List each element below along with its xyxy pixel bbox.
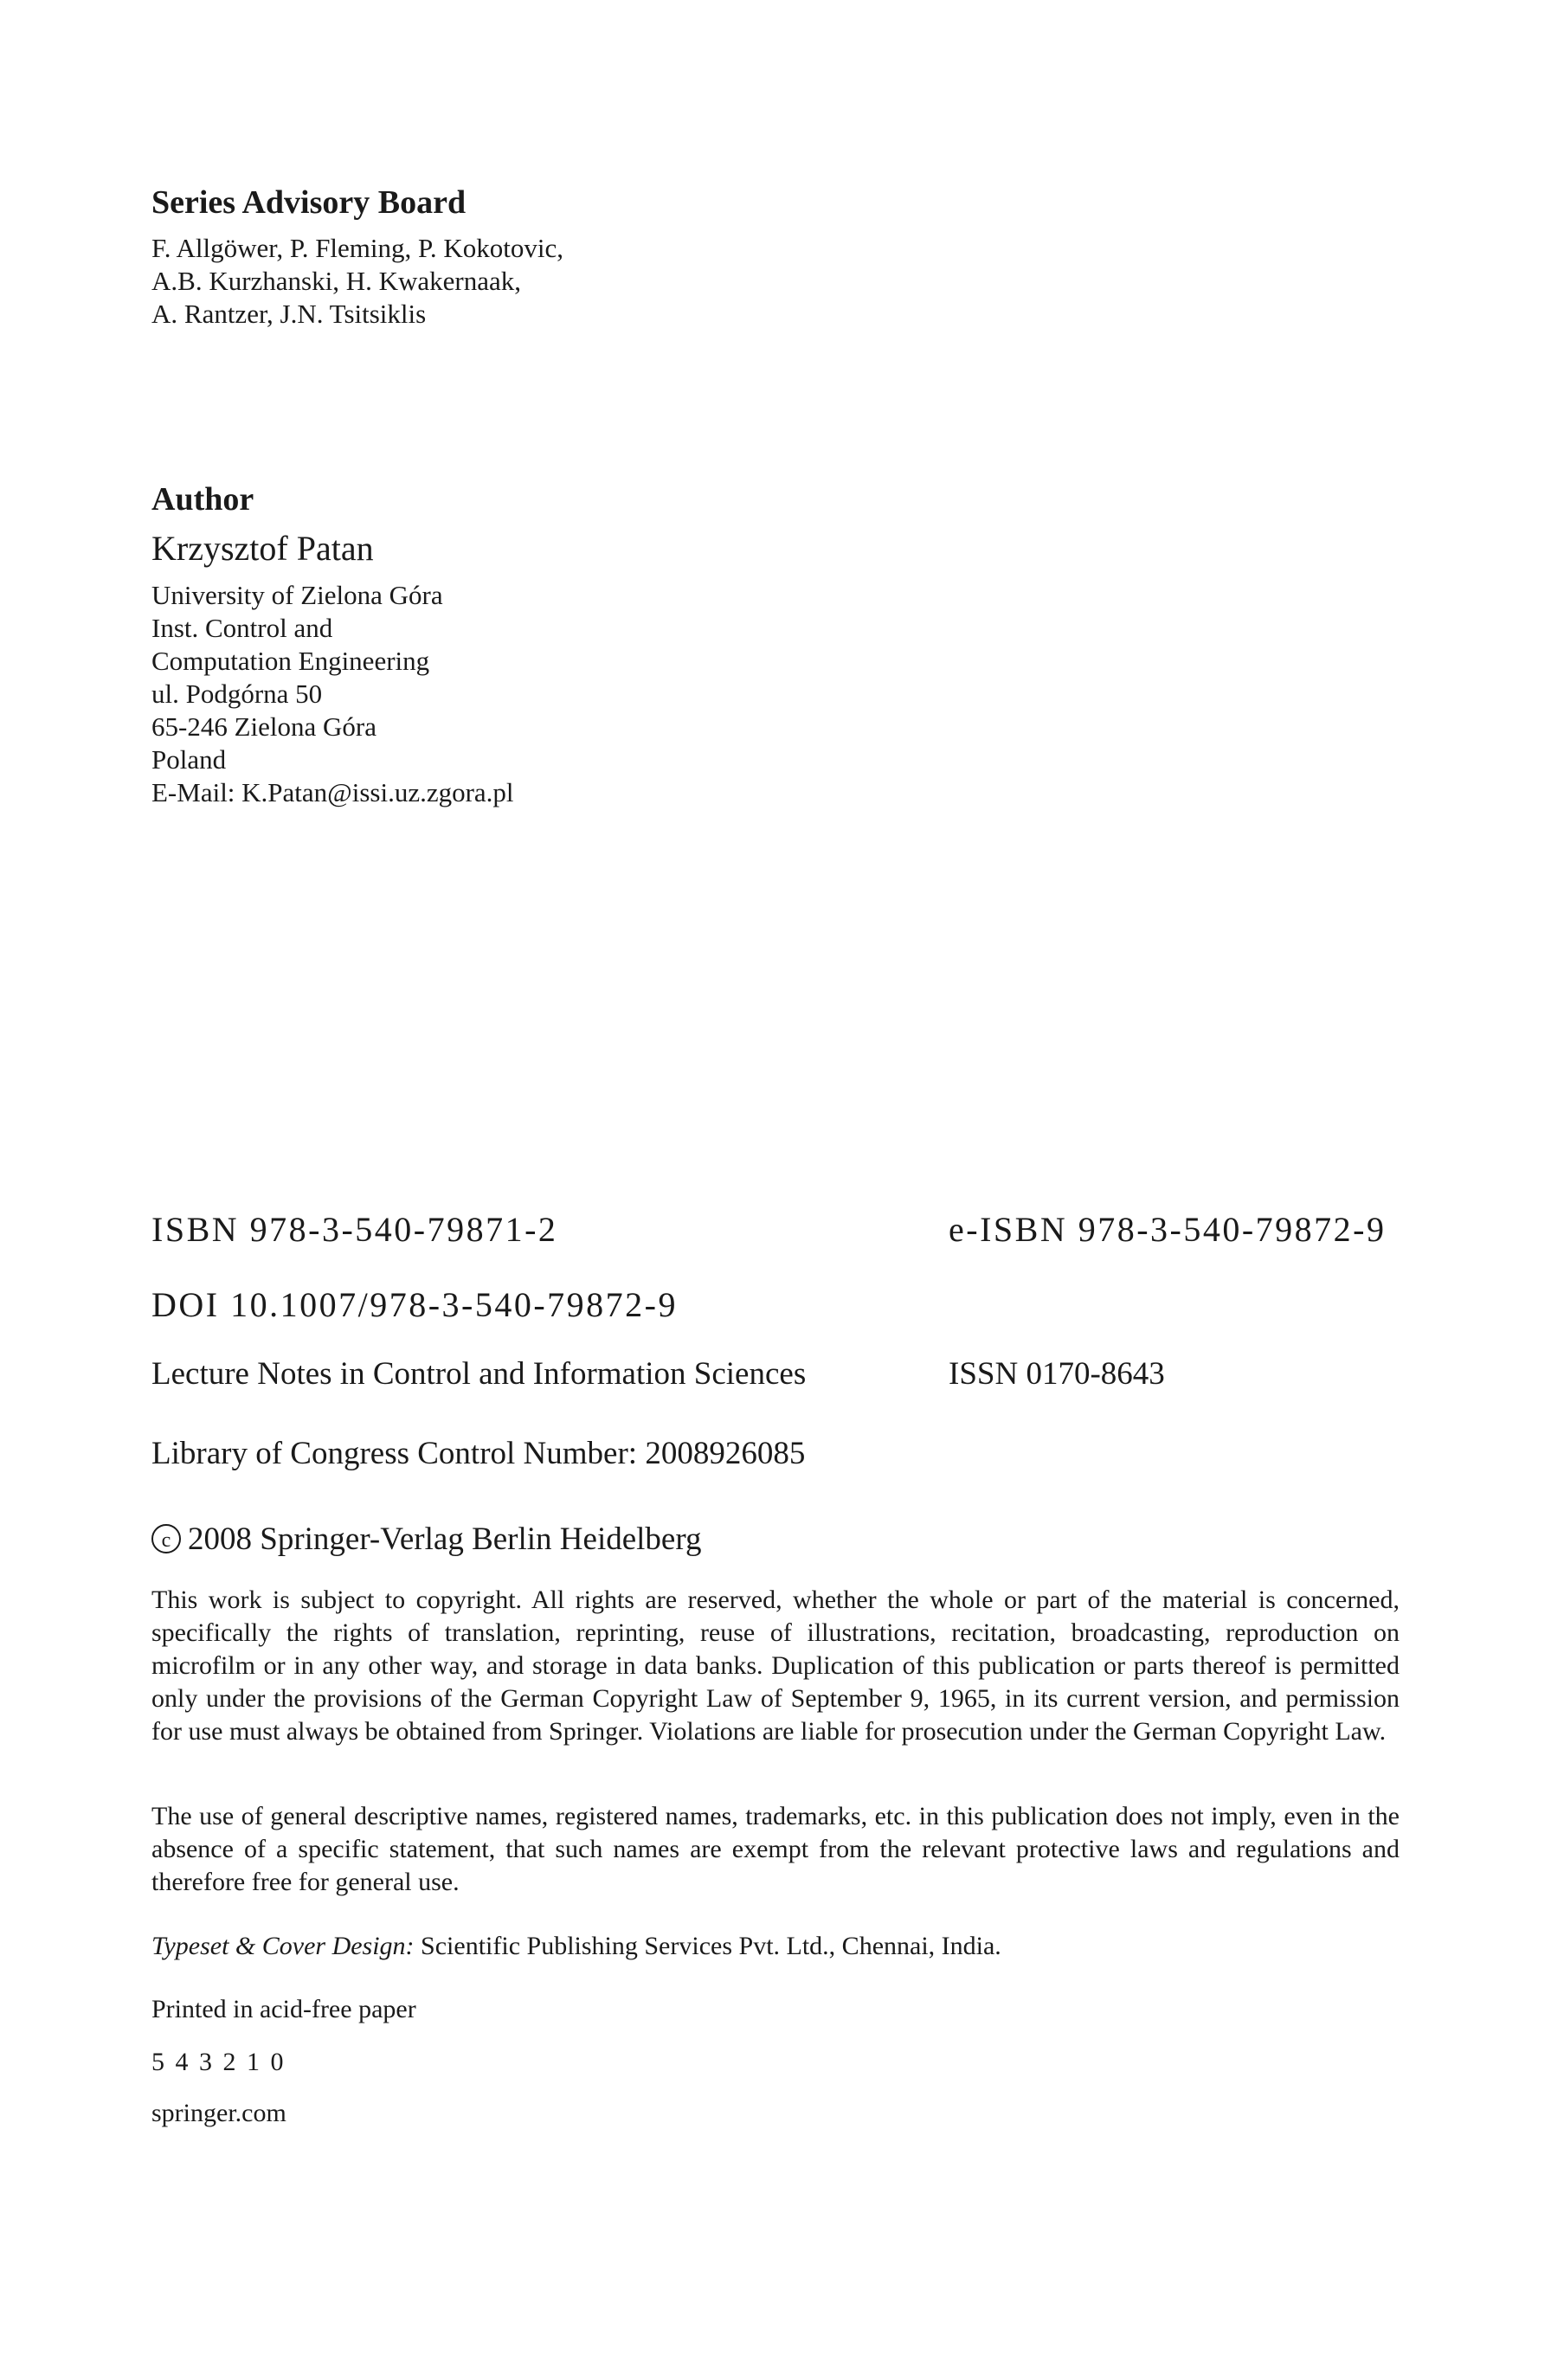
typeset-value: Scientific Publishing Services Pvt. Ltd., Chennai, India. — [421, 1932, 1001, 1960]
author-email: E-Mail: K.Patan@issi.uz.zgora.pl — [151, 777, 514, 807]
trademark-paragraph: The use of general descriptive names, registered names, trademarks, etc. in this publication does not imply, even in the absence of a specific statement, that such names are exempt from the relevant protective laws and regulations and therefore free for general use. — [151, 1802, 1400, 1896]
copyright-icon: c — [151, 1524, 181, 1553]
advisory-board-line: A.B. Kurzhanski, H. Kwakernaak, — [151, 266, 521, 296]
printed-note: Printed in acid-free paper — [151, 1995, 416, 2023]
address-line: Computation Engineering — [151, 646, 430, 676]
advisory-board-heading: Series Advisory Board — [151, 184, 467, 221]
advisory-board-line: A. Rantzer, J.N. Tsitsiklis — [151, 299, 427, 329]
copyright-paragraph: This work is subject to copyright. All rights are reserved, whether the whole or part of the material is concerned, specifically the rights of translation, reprinting, reuse of illustrations, recitation, broadcasting, reproduction on microfilm or in any other way, and storage in data banks. Duplication of this publication or parts thereof is permitted only under the provisions of the German Copyright Law of September 9, 1965, in its current version, and permission for use must always be obtained from Springer. Violations are liable for prosecution under the German Copyright Law. — [151, 1586, 1400, 1746]
issn: ISSN 0170-8643 — [949, 1356, 1165, 1392]
eisbn: e-ISBN 978-3-540-79872-9 — [949, 1210, 1387, 1249]
doi: DOI 10.1007/978-3-540-79872-9 — [151, 1285, 678, 1324]
typeset-line — [151, 1932, 1001, 1961]
print-line: 5 4 3 2 1 0 — [151, 2048, 286, 2076]
address-line: ul. Podgórna 50 — [151, 679, 323, 709]
isbn: ISBN 978-3-540-79871-2 — [151, 1210, 558, 1249]
address-line: University of Zielona Góra — [151, 580, 443, 610]
author-address — [151, 579, 514, 809]
author-heading: Author — [151, 481, 254, 518]
address-line: 65-246 Zielona Góra — [151, 711, 376, 742]
address-line: Poland — [151, 744, 227, 775]
author-name: Krzysztof Patan — [151, 529, 374, 568]
address-line: Inst. Control and — [151, 613, 333, 643]
series-title: Lecture Notes in Control and Information Sciences — [151, 1356, 807, 1392]
copyright-line — [151, 1521, 702, 1558]
typeset-label: Typeset & Cover Design: — [151, 1932, 415, 1960]
copyright-holder: 2008 Springer-Verlag Berlin Heidelberg — [188, 1521, 702, 1557]
advisory-board-line: F. Allgöwer, P. Fleming, P. Kokotovic, — [151, 233, 563, 263]
library-of-congress-number: Library of Congress Control Number: 2008926085 — [151, 1436, 806, 1471]
website: springer.com — [151, 2099, 286, 2127]
advisory-board-members — [151, 232, 563, 331]
